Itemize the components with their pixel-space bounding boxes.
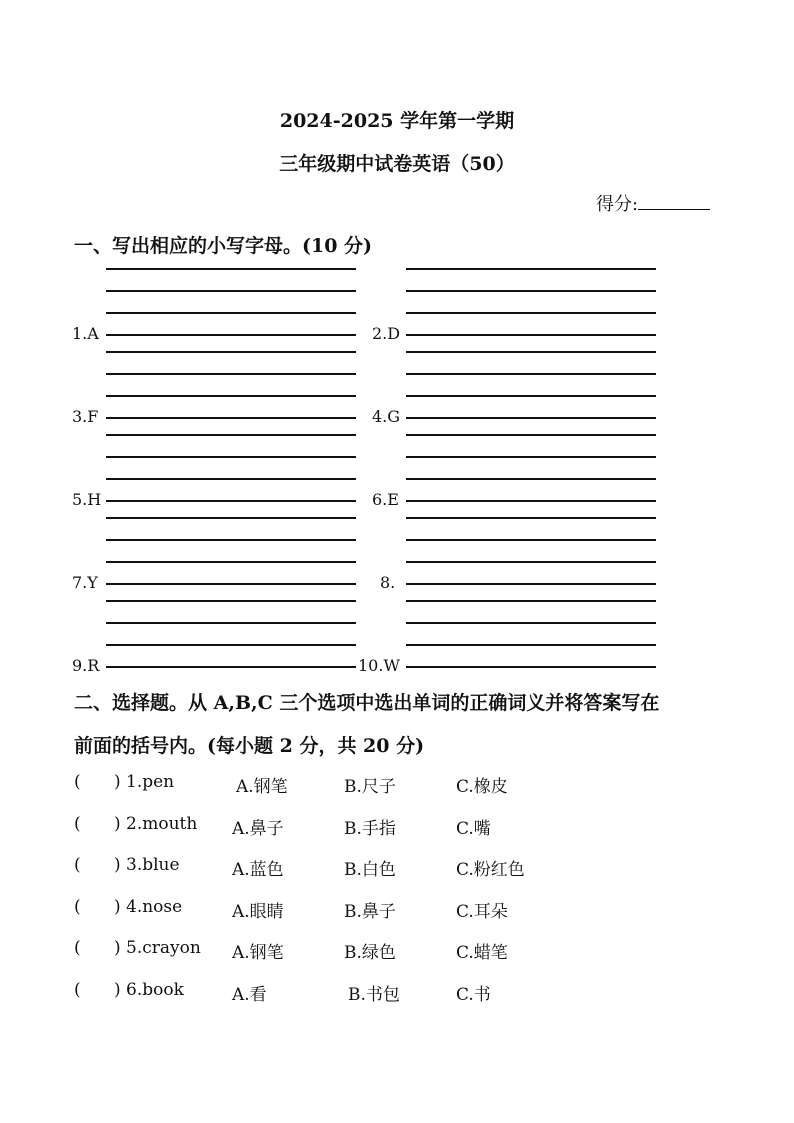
option-c[interactable]: C.书	[456, 985, 491, 1005]
guide-line	[106, 395, 356, 397]
guide-line	[106, 434, 356, 436]
guide-line	[406, 434, 656, 436]
guide-line	[406, 312, 656, 314]
exam-title: 2024-2025 学年第一学期	[279, 110, 515, 132]
score-field	[596, 190, 710, 216]
option-b[interactable]: B.书包	[348, 985, 400, 1005]
guide-line	[106, 417, 356, 419]
guide-line	[106, 334, 356, 336]
option-a[interactable]: A.蓝色	[232, 860, 284, 880]
answer-bracket-close: )	[114, 772, 121, 792]
guide-line	[106, 666, 356, 668]
guide-line	[406, 268, 656, 270]
guide-line	[106, 373, 356, 375]
question-word: 4.nose	[126, 897, 183, 917]
option-a[interactable]: A.钢笔	[232, 943, 284, 963]
option-c[interactable]: C.耳朵	[456, 902, 508, 922]
score-blank[interactable]	[638, 193, 710, 210]
guide-line	[106, 583, 356, 585]
answer-bracket-close: )	[114, 938, 121, 958]
exam-subtitle: 三年级期中试卷英语（50）	[279, 153, 515, 175]
letter-prompt: 4.G	[372, 407, 401, 426]
option-a[interactable]: A.看	[232, 985, 267, 1005]
guide-line	[406, 644, 656, 646]
letter-prompt: 7.Y	[72, 573, 98, 592]
guide-line	[106, 290, 356, 292]
guide-line	[406, 478, 656, 480]
option-c[interactable]: C.蜡笔	[456, 943, 508, 963]
guide-line	[106, 644, 356, 646]
answer-bracket-open[interactable]: (	[74, 980, 81, 1000]
guide-line	[406, 417, 656, 419]
score-label: 得分:	[596, 194, 639, 215]
guide-line	[106, 312, 356, 314]
option-c[interactable]: C.粉红色	[456, 860, 525, 880]
question-word: 6.book	[126, 980, 184, 1000]
guide-line	[406, 395, 656, 397]
letter-prompt: 5.H	[72, 490, 102, 509]
letter-prompt: 2.D	[372, 324, 401, 343]
answer-bracket-close: )	[114, 980, 121, 1000]
guide-line	[406, 517, 656, 519]
letter-prompt: 6.E	[372, 490, 399, 509]
guide-line	[406, 666, 656, 668]
guide-line	[106, 351, 356, 353]
question-word: 1.pen	[126, 772, 175, 792]
section2-heading-line1: 二、选择题。从 A,B,C 三个选项中选出单词的正确词义并将答案写在	[74, 692, 660, 714]
question-word: 3.blue	[126, 855, 180, 875]
guide-line	[106, 600, 356, 602]
guide-line	[106, 478, 356, 480]
section2-heading-line2: 前面的括号内。(每小题 2 分，共 20 分)	[74, 735, 425, 757]
option-b[interactable]: B.鼻子	[344, 902, 396, 922]
letter-prompt: 9.R	[72, 656, 100, 675]
guide-line	[406, 539, 656, 541]
question-word: 5.crayon	[126, 938, 201, 958]
guide-line	[406, 334, 656, 336]
guide-line	[406, 456, 656, 458]
guide-line	[106, 500, 356, 502]
guide-line	[406, 600, 656, 602]
option-b[interactable]: B.绿色	[344, 943, 396, 963]
option-c[interactable]: C.嘴	[456, 819, 491, 839]
option-a[interactable]: A.钢笔	[236, 777, 288, 797]
guide-line	[106, 539, 356, 541]
guide-line	[406, 290, 656, 292]
answer-bracket-open[interactable]: (	[74, 938, 81, 958]
guide-line	[106, 561, 356, 563]
guide-line	[406, 373, 656, 375]
guide-line	[406, 561, 656, 563]
guide-line	[406, 622, 656, 624]
answer-bracket-close: )	[114, 855, 121, 875]
answer-bracket-open[interactable]: (	[74, 855, 81, 875]
option-c[interactable]: C.橡皮	[456, 777, 508, 797]
guide-line	[106, 517, 356, 519]
option-b[interactable]: B.手指	[344, 819, 396, 839]
letter-prompt: 1.A	[72, 324, 99, 343]
answer-bracket-open[interactable]: (	[74, 814, 81, 834]
section1-heading: 一、写出相应的小写字母。(10 分)	[74, 235, 373, 257]
guide-line	[406, 500, 656, 502]
answer-bracket-open[interactable]: (	[74, 897, 81, 917]
guide-line	[406, 351, 656, 353]
answer-bracket-close: )	[114, 897, 121, 917]
option-b[interactable]: B.白色	[344, 860, 396, 880]
answer-bracket-open[interactable]: (	[74, 772, 81, 792]
letter-prompt: 10.W	[358, 656, 400, 675]
letter-prompt: 8.	[380, 573, 396, 592]
guide-line	[106, 268, 356, 270]
question-word: 2.mouth	[126, 814, 198, 834]
guide-line	[106, 622, 356, 624]
answer-bracket-close: )	[114, 814, 121, 834]
option-b[interactable]: B.尺子	[344, 777, 396, 797]
letter-prompt: 3.F	[72, 407, 99, 426]
option-a[interactable]: A.眼睛	[232, 902, 284, 922]
guide-line	[106, 456, 356, 458]
guide-line	[406, 583, 656, 585]
option-a[interactable]: A.鼻子	[232, 819, 284, 839]
